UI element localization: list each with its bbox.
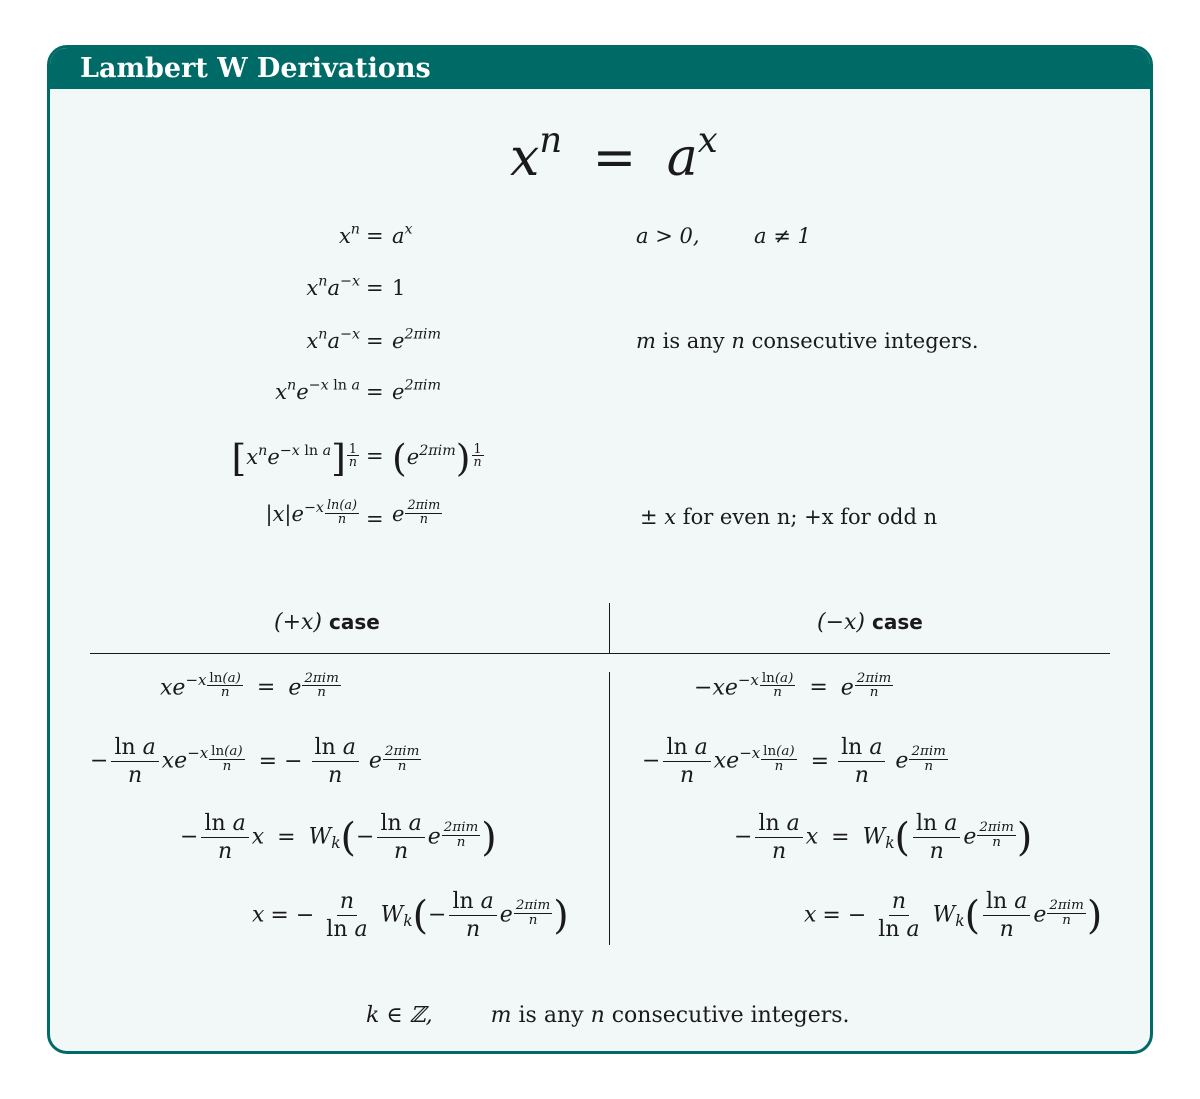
step-3-eq: = <box>366 329 384 353</box>
step-6-rhs: e $^{\frac{\text{2πim}}{n}}$ <box>392 498 441 527</box>
minus-step-1: $-xe^{-x \frac{\ln(a)}{n}}$ = e $^{\frac{\text{2πim}}{n}}$ <box>694 670 892 701</box>
card-header <box>50 48 1150 89</box>
footer-note: k ∈ ℤ, m is any n consecutive integers. <box>366 1003 850 1028</box>
footer-k: k ∈ ℤ, <box>366 1003 433 1028</box>
main-equation: $x^n = a^x$ <box>510 120 718 188</box>
plus-step-3: − $\frac{\text{ln a}}{n}$ $x = W_k(-$ $\frac{\text{ln a}}{n}$ e $^{\frac{\text{2πim}}{n}}$ ) <box>180 811 497 865</box>
step-5-eq: = <box>366 444 384 468</box>
step-3-lhs: $x^na^{-x}$ <box>306 326 360 353</box>
step-4-lhs: $x^ne^{-x ln a}$ <box>275 377 360 404</box>
step-4-eq: = <box>366 380 384 404</box>
note-m-consecutive: m is any n consecutive integers. <box>636 329 979 353</box>
case-plus-header: (+x) case <box>274 610 380 635</box>
condition-a-not-one: a ≠ 1 <box>754 224 811 248</box>
plus-step-4: x = − $\frac{n}{\text{ln a}}$ $W_k(-$ $\frac{\text{ln a}}{n}$ e $^{\frac{\text{2πim}}{n}}$ ) <box>252 889 569 943</box>
step-6-eq: = <box>366 507 384 531</box>
plus-step-2: − $\frac{\text{ln a}}{n}$ $xe^{-x \frac{\ln(a)}{n}}$ = − $\frac{\text{ln a}}{n}$ e $^{\frac{\text{2πim}}{n}}$ <box>90 735 420 789</box>
step-2-eq: = <box>366 276 384 300</box>
step-5-lhs: $[x^ne^{-x ln a}]$ $\frac{1}{n}$ <box>231 436 357 480</box>
header-rule <box>90 653 1110 654</box>
minus-step-3: − $\frac{\text{ln a}}{n}$ $x = W_k$( $\frac{\text{ln a}}{n}$ e $^{\frac{\text{2πim}}{n}}$ ) <box>734 811 1033 865</box>
plus-step-1: $xe^{-x \frac{\ln(a)}{n}}$ = e $^{\frac{\text{2πim}}{n}}$ <box>160 670 339 701</box>
step-3-rhs: $e^{2\pi im}$ <box>392 326 441 353</box>
step-1-eq: = <box>366 224 384 248</box>
minus-step-4: x = − $\frac{n}{\text{ln a}}$ $W_k$( $\frac{\text{ln a}}{n}$ e $^{\frac{\text{2πim}}{n}}$ ) <box>804 889 1103 943</box>
minus-step-2: − $\frac{\text{ln a}}{n}$ $xe^{-x \frac{\ln(a)}{n}}$ = $\frac{\text{ln a}}{n}$ e $^{\frac{\text{2πim}}{n}}$ <box>642 735 946 789</box>
header-divider <box>609 603 610 653</box>
step-1-lhs: $x^n$ <box>338 221 360 248</box>
step-5-rhs: $(e^{2\pi im})$ $\frac{1}{n}$ <box>392 436 482 480</box>
step-2-rhs: 1 <box>392 276 406 300</box>
column-divider <box>609 672 610 945</box>
step-6-lhs: $|x|e^{-x \frac{\ln(a)}{n}}$ <box>265 498 357 527</box>
step-1-rhs: $a^x$ <box>392 221 413 248</box>
step-2-lhs: $x^na^{-x}$ <box>306 273 360 300</box>
step-4-rhs: $e^{2\pi im}$ <box>392 377 441 404</box>
card-title: Lambert W Derivations <box>80 53 431 84</box>
condition-a-positive: a > 0, <box>636 224 700 248</box>
note-plus-minus: ± x for even n; +x for odd n <box>640 505 938 529</box>
case-minus-header: (−x) case <box>817 610 923 635</box>
